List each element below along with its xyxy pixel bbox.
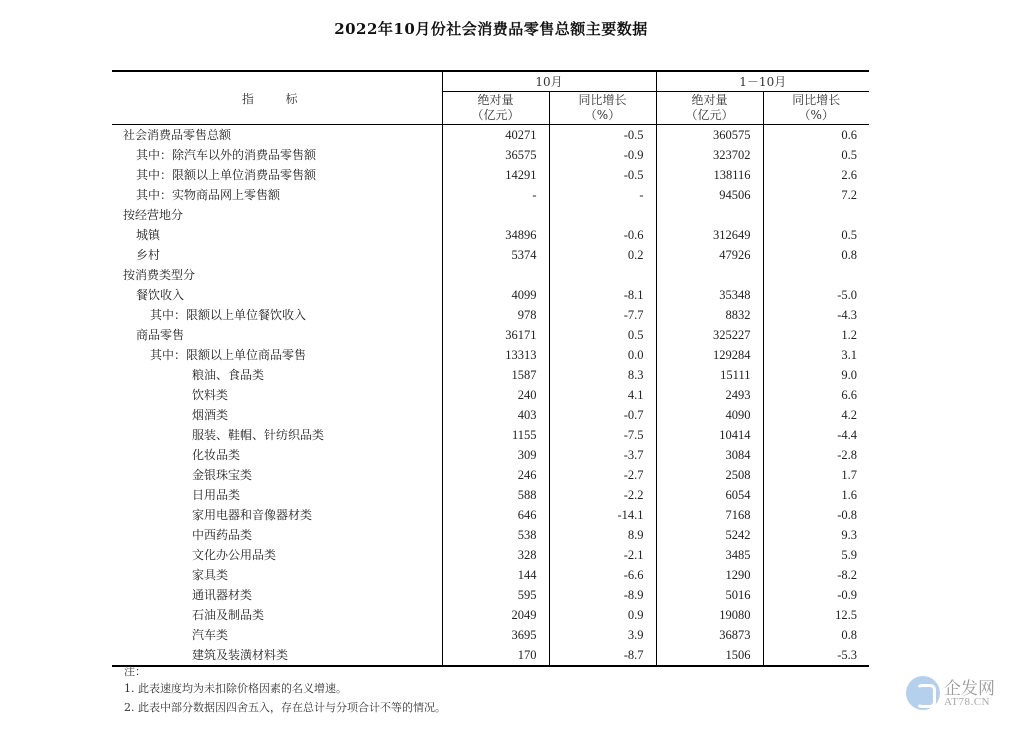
row-label: 烟酒类 <box>192 408 229 422</box>
table-row <box>112 505 869 525</box>
cell-oct-yoy: -0.5 <box>549 125 656 146</box>
table-row <box>112 265 869 285</box>
cell-oct-absolute <box>442 205 549 225</box>
table-row <box>112 485 869 505</box>
cell-ytd-absolute: 138116 <box>656 165 763 185</box>
cell-ytd-yoy: 2.6 <box>763 165 869 185</box>
cell-oct-absolute: 144 <box>442 565 549 585</box>
cell-ytd-yoy: -0.9 <box>763 585 869 605</box>
cell-oct-yoy: -3.7 <box>549 445 656 465</box>
cell-ytd-yoy: -5.0 <box>763 285 869 305</box>
table-row <box>112 325 869 345</box>
cell-oct-absolute <box>442 265 549 285</box>
cell-ytd-yoy: -2.8 <box>763 445 869 465</box>
table-body <box>112 125 869 667</box>
row-label: 城镇 <box>136 228 161 242</box>
cell-ytd-yoy: 0.8 <box>763 245 869 265</box>
cell-ytd-yoy: -4.4 <box>763 425 869 445</box>
cell-oct-absolute: 538 <box>442 525 549 545</box>
cell-ytd-yoy: 0.5 <box>763 145 869 165</box>
row-label: 社会消费品零售总额 <box>123 128 232 142</box>
row-label: 文化办公用品类 <box>192 548 277 562</box>
cell-oct-absolute: 40271 <box>442 125 549 146</box>
table-row <box>112 625 869 645</box>
cell-oct-absolute: 309 <box>442 445 549 465</box>
cell-ytd-absolute: 1290 <box>656 565 763 585</box>
cell-ytd-yoy: 1.7 <box>763 465 869 485</box>
row-label: 通讯器材类 <box>192 588 253 602</box>
watermark <box>906 672 1016 714</box>
cell-oct-yoy: -0.6 <box>549 225 656 245</box>
table-row <box>112 645 869 666</box>
table-row <box>112 405 869 425</box>
cell-oct-yoy: -2.1 <box>549 545 656 565</box>
table-row <box>112 365 869 385</box>
row-label: 商品零售 <box>136 328 185 342</box>
table-row <box>112 465 869 485</box>
cell-ytd-absolute: 10414 <box>656 425 763 445</box>
cell-oct-yoy: -7.5 <box>549 425 656 445</box>
cell-oct-yoy: -8.1 <box>549 285 656 305</box>
cell-ytd-absolute: 360575 <box>656 125 763 146</box>
cell-ytd-yoy: -5.3 <box>763 645 869 666</box>
cell-ytd-yoy: -0.8 <box>763 505 869 525</box>
cell-ytd-absolute: 6054 <box>656 485 763 505</box>
row-label: 金银珠宝类 <box>192 468 253 482</box>
row-label: 其中：实物商品网上零售额 <box>136 188 281 202</box>
cell-oct-yoy: 0.0 <box>549 345 656 365</box>
note-2: 2. 此表中部分数据因四舍五入，存在总计与分项合计不等的情况。 <box>124 701 446 714</box>
cell-oct-absolute: 34896 <box>442 225 549 245</box>
row-label: 汽车类 <box>192 628 229 642</box>
subheader-ytd-yoy: 同比增长 （%） <box>763 92 869 125</box>
cell-oct-absolute: 5374 <box>442 245 549 265</box>
table-row <box>112 145 869 165</box>
cell-ytd-yoy: 4.2 <box>763 405 869 425</box>
cell-oct-yoy: -7.7 <box>549 305 656 325</box>
cell-ytd-yoy: 3.1 <box>763 345 869 365</box>
table-row <box>112 225 869 245</box>
row-label: 石油及制品类 <box>192 608 265 622</box>
table-row <box>112 185 869 205</box>
subheader-oct-absolute: 绝对量 （亿元） <box>442 92 549 125</box>
cell-ytd-absolute: 15111 <box>656 365 763 385</box>
cell-oct-absolute: 240 <box>442 385 549 405</box>
cell-ytd-absolute: 5242 <box>656 525 763 545</box>
indicator-header: 指 标 <box>112 71 442 125</box>
cell-ytd-absolute <box>656 265 763 285</box>
cell-oct-absolute: 403 <box>442 405 549 425</box>
cell-ytd-absolute: 35348 <box>656 285 763 305</box>
table-row <box>112 545 869 565</box>
row-label: 服装、鞋帽、针纺织品类 <box>192 428 325 442</box>
row-label: 日用品类 <box>192 488 241 502</box>
cell-oct-yoy <box>549 205 656 225</box>
footnotes <box>124 664 446 717</box>
cell-ytd-absolute: 325227 <box>656 325 763 345</box>
table-row <box>112 345 869 365</box>
cell-oct-absolute: 4099 <box>442 285 549 305</box>
cell-oct-absolute: - <box>442 185 549 205</box>
row-label: 其中：除汽车以外的消费品零售额 <box>136 148 317 162</box>
cell-ytd-yoy: 9.0 <box>763 365 869 385</box>
row-label: 其中：限额以上单位消费品零售额 <box>136 168 317 182</box>
cell-oct-yoy: -0.7 <box>549 405 656 425</box>
cell-oct-yoy: -2.7 <box>549 465 656 485</box>
cell-ytd-absolute: 2508 <box>656 465 763 485</box>
cell-oct-absolute: 588 <box>442 485 549 505</box>
cell-oct-yoy: -2.2 <box>549 485 656 505</box>
cell-oct-yoy: -14.1 <box>549 505 656 525</box>
cell-oct-yoy: -0.9 <box>549 145 656 165</box>
table-row <box>112 585 869 605</box>
table-row <box>112 425 869 445</box>
cell-oct-yoy: 0.9 <box>549 605 656 625</box>
cell-ytd-yoy: 0.6 <box>763 125 869 146</box>
cell-ytd-yoy: 0.5 <box>763 225 869 245</box>
cell-oct-absolute: 36575 <box>442 145 549 165</box>
cell-ytd-absolute: 36873 <box>656 625 763 645</box>
cell-ytd-yoy <box>763 205 869 225</box>
cell-ytd-yoy: 0.8 <box>763 625 869 645</box>
notes-heading: 注： <box>124 665 146 678</box>
cell-ytd-absolute: 5016 <box>656 585 763 605</box>
cell-ytd-absolute: 19080 <box>656 605 763 625</box>
table-row <box>112 125 869 146</box>
group-header-october: 10月 <box>442 71 656 92</box>
table-row <box>112 285 869 305</box>
cell-ytd-absolute: 1506 <box>656 645 763 666</box>
cell-oct-absolute: 14291 <box>442 165 549 185</box>
cell-oct-yoy: -6.6 <box>549 565 656 585</box>
watermark-logo-icon <box>906 676 940 710</box>
retail-sales-table <box>112 70 869 667</box>
cell-ytd-absolute: 3084 <box>656 445 763 465</box>
cell-ytd-absolute: 7168 <box>656 505 763 525</box>
cell-oct-absolute: 1155 <box>442 425 549 445</box>
row-label: 其中：限额以上单位餐饮收入 <box>150 308 307 322</box>
cell-oct-yoy: 3.9 <box>549 625 656 645</box>
cell-oct-yoy <box>549 265 656 285</box>
cell-oct-absolute: 646 <box>442 505 549 525</box>
row-label: 建筑及装潢材料类 <box>112 645 442 666</box>
cell-oct-absolute: 2049 <box>442 605 549 625</box>
cell-ytd-yoy: 12.5 <box>763 605 869 625</box>
cell-oct-yoy: 4.1 <box>549 385 656 405</box>
group-header-jan-oct: 1－10月 <box>656 71 869 92</box>
cell-ytd-yoy: 9.3 <box>763 525 869 545</box>
table-row <box>112 445 869 465</box>
cell-ytd-absolute: 94506 <box>656 185 763 205</box>
cell-ytd-absolute: 47926 <box>656 245 763 265</box>
cell-oct-yoy: -0.5 <box>549 165 656 185</box>
cell-oct-absolute: 328 <box>442 545 549 565</box>
watermark-name: 企发网 <box>944 679 995 699</box>
cell-ytd-yoy: 1.6 <box>763 485 869 505</box>
cell-oct-absolute: 3695 <box>442 625 549 645</box>
table-row <box>112 165 869 185</box>
cell-oct-absolute: 595 <box>442 585 549 605</box>
cell-oct-absolute: 13313 <box>442 345 549 365</box>
cell-ytd-absolute: 2493 <box>656 385 763 405</box>
row-label: 其中：限额以上单位商品零售 <box>150 348 307 362</box>
table-row <box>112 245 869 265</box>
cell-oct-absolute: 36171 <box>442 325 549 345</box>
row-label: 乡村 <box>136 248 161 262</box>
row-label: 按经营地分 <box>123 208 184 222</box>
cell-ytd-absolute: 129284 <box>656 345 763 365</box>
cell-ytd-absolute: 323702 <box>656 145 763 165</box>
row-label: 化妆品类 <box>192 448 241 462</box>
note-1: 1. 此表速度均为未扣除价格因素的名义增速。 <box>124 682 347 695</box>
cell-oct-yoy: 8.3 <box>549 365 656 385</box>
cell-oct-yoy: 0.2 <box>549 245 656 265</box>
cell-ytd-yoy: -4.3 <box>763 305 869 325</box>
page-title: 2022年10月份社会消费品零售总额主要数据 <box>334 20 648 38</box>
watermark-domain: AT78.CN <box>944 696 990 708</box>
cell-ytd-yoy: 5.9 <box>763 545 869 565</box>
cell-ytd-absolute: 312649 <box>656 225 763 245</box>
table-row <box>112 305 869 325</box>
cell-ytd-yoy: 6.6 <box>763 385 869 405</box>
cell-oct-absolute: 978 <box>442 305 549 325</box>
cell-ytd-absolute: 8832 <box>656 305 763 325</box>
cell-ytd-yoy: -8.2 <box>763 565 869 585</box>
subheader-oct-yoy: 同比增长 （%） <box>549 92 656 125</box>
cell-oct-yoy: 8.9 <box>549 525 656 545</box>
subheader-ytd-absolute: 绝对量 （亿元） <box>656 92 763 125</box>
cell-oct-yoy: - <box>549 185 656 205</box>
cell-ytd-yoy: 7.2 <box>763 185 869 205</box>
table-row <box>112 205 869 225</box>
cell-ytd-absolute: 4090 <box>656 405 763 425</box>
cell-oct-yoy: 0.5 <box>549 325 656 345</box>
table-row <box>112 525 869 545</box>
cell-oct-absolute: 1587 <box>442 365 549 385</box>
cell-oct-yoy: -8.7 <box>549 645 656 666</box>
cell-oct-absolute: 170 <box>442 645 549 666</box>
row-label: 家用电器和音像器材类 <box>192 508 313 522</box>
cell-ytd-absolute <box>656 205 763 225</box>
cell-oct-yoy: -8.9 <box>549 585 656 605</box>
row-label: 中西药品类 <box>192 528 253 542</box>
cell-ytd-yoy: 1.2 <box>763 325 869 345</box>
cell-oct-absolute: 246 <box>442 465 549 485</box>
cell-ytd-absolute: 3485 <box>656 545 763 565</box>
row-label: 饮料类 <box>192 388 229 402</box>
row-label: 粮油、食品类 <box>192 368 265 382</box>
table-row <box>112 565 869 585</box>
row-label: 家具类 <box>192 568 229 582</box>
row-label: 餐饮收入 <box>136 288 185 302</box>
table-row <box>112 605 869 625</box>
cell-ytd-yoy <box>763 265 869 285</box>
row-label: 按消费类型分 <box>123 268 196 282</box>
table-row <box>112 385 869 405</box>
